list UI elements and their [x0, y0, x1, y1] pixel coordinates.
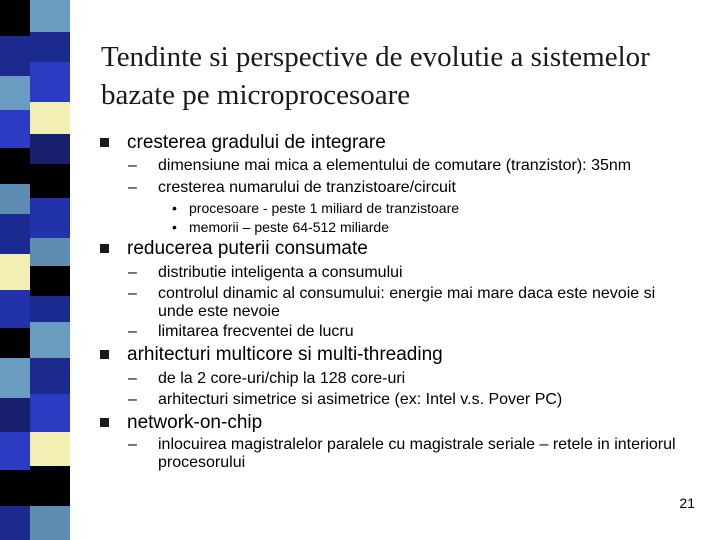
bullet-item — [127, 344, 697, 366]
sub-bullet-item — [128, 179, 708, 197]
sub-bullet-text: inlocuirea magistralelor paralele cu magistrale seriale – retele in interiorul procesorului — [158, 436, 676, 471]
sub-bullet-item — [128, 323, 708, 341]
sub-bullet-item — [128, 370, 708, 388]
sub-bullet-text: arhitecturi simetrice si asimetrice (ex: Intel v.s. Pover PC) — [158, 391, 563, 408]
bullet-text: cresterea gradului de integrare — [127, 132, 386, 153]
sub-bullet-text: controlul dinamic al consumului: energie mai mare daca este nevoie si unde este nevoie — [158, 285, 656, 320]
sub-bullet-text: limitarea frecventei de lucru — [158, 323, 354, 340]
sub-sub-bullet-text: memorii – peste 64-512 miliarde — [189, 219, 389, 235]
dash-marker: – — [128, 436, 137, 453]
sub-bullet-item — [128, 391, 708, 409]
dash-marker: – — [128, 285, 137, 302]
sub-bullet-item — [128, 436, 698, 472]
square-bullet-icon — [100, 418, 109, 427]
sub-sub-bullet-text: procesoare - peste 1 miliard de tranzistoare — [189, 200, 460, 216]
dash-marker: – — [128, 391, 137, 408]
dot-marker: • — [172, 219, 177, 235]
bullet-item — [127, 412, 697, 434]
bullet-text: reducerea puterii consumate — [127, 238, 368, 259]
sub-bullet-item — [128, 264, 708, 282]
dash-marker: – — [128, 179, 137, 196]
sub-bullet-text: cresterea numarului de tranzistoare/circuit — [158, 179, 456, 196]
dash-marker: – — [128, 323, 137, 340]
sub-sub-bullet-item — [172, 219, 699, 236]
bullet-item — [127, 238, 697, 260]
dash-marker: – — [128, 264, 137, 281]
square-bullet-icon — [100, 350, 109, 359]
dash-marker: – — [128, 370, 137, 387]
sub-bullet-text: de la 2 core-uri/chip la 128 core-uri — [158, 370, 406, 387]
slide-title: Tendinte si perspective de evolutie a sistemelor bazate pe microprocesoare — [101, 41, 650, 111]
sub-bullet-text: distributie inteligenta a consumului — [158, 264, 403, 281]
sub-bullet-item — [128, 285, 668, 321]
bullet-text: network-on-chip — [127, 412, 263, 433]
sub-bullet-text: dimensiune mai mica a elementului de comutare (tranzistor): 35nm — [158, 157, 632, 174]
sub-bullet-item — [128, 157, 708, 175]
sub-sub-bullet-item — [172, 200, 699, 217]
bullet-item — [127, 132, 697, 154]
dash-marker: – — [128, 157, 137, 174]
dot-marker: • — [172, 200, 177, 216]
bullet-text: arhitecturi multicore si multi-threading — [127, 344, 443, 365]
page-number: 21 — [679, 495, 695, 511]
square-bullet-icon — [100, 138, 109, 147]
square-bullet-icon — [100, 244, 109, 253]
